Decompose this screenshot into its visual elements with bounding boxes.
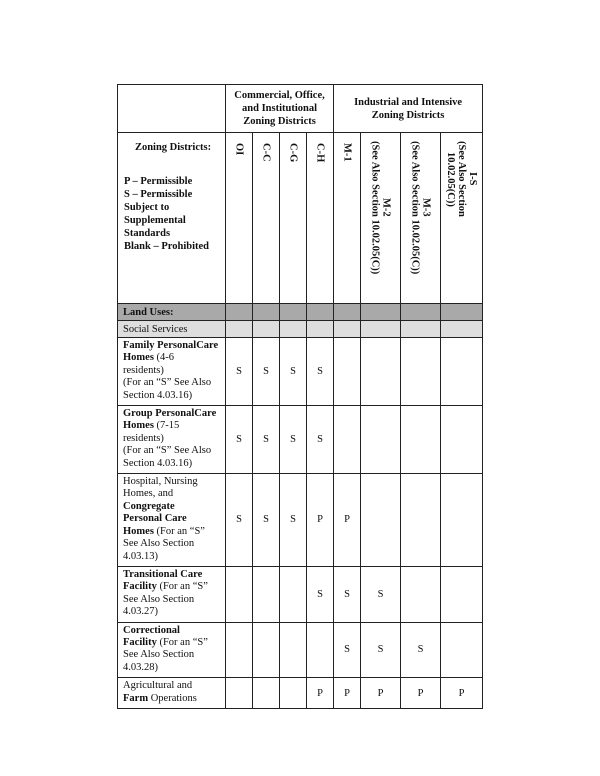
permission-cell-i-s xyxy=(441,338,483,406)
legend-line: Subject to xyxy=(124,202,170,213)
permission-cell-i-s: P xyxy=(441,678,483,709)
use-label xyxy=(118,474,226,567)
district-header-i-s xyxy=(441,133,483,304)
permission-cell-oi xyxy=(226,566,253,622)
use-label-text: 4.03.28) xyxy=(123,661,158,673)
social-services-section-row xyxy=(118,321,483,338)
permission-cell-m-2 xyxy=(361,338,401,406)
section-blank-cell xyxy=(334,321,361,338)
section-blank-cell xyxy=(361,321,401,338)
use-label xyxy=(118,622,226,678)
use-label-text: See Also Section xyxy=(123,538,195,550)
permission-cell-c-h: S xyxy=(307,338,334,406)
use-label-text: (For an “S” xyxy=(156,581,208,593)
use-label-text: (For an “S” See Also xyxy=(123,377,212,389)
permission-cell-m-1: S xyxy=(334,622,361,678)
use-label-text: See Also Section xyxy=(123,593,195,605)
use-label-text: Care Homes xyxy=(123,408,217,432)
permission-cell-c-c: S xyxy=(253,406,280,474)
permission-cell-c-c: S xyxy=(253,338,280,406)
group-header-line: Commercial, Office, xyxy=(234,90,325,101)
permission-cell-c-c: S xyxy=(253,474,280,567)
permission-cell-c-h: S xyxy=(307,566,334,622)
permission-cell-m-2: S xyxy=(361,622,401,678)
use-label-text: See Also Section xyxy=(123,649,195,661)
legend-line: Supplemental xyxy=(124,215,186,226)
district-label: C-C xyxy=(260,143,272,162)
permission-cell-c-h xyxy=(307,622,334,678)
use-label-text: Section 4.03.16) xyxy=(123,389,193,401)
group-header-row xyxy=(118,85,483,133)
use-label-text: Family Personal xyxy=(123,340,197,351)
section-blank-cell xyxy=(253,304,280,321)
permission-cell-m-3 xyxy=(401,338,441,406)
section-blank-cell xyxy=(401,321,441,338)
permission-cell-c-g: S xyxy=(280,406,307,474)
use-label-text: (For an “S” See Also xyxy=(123,445,212,457)
permission-cell-m-3 xyxy=(401,406,441,474)
land-uses-label: Land Uses: xyxy=(118,304,226,321)
use-label-text: Section 4.03.16) xyxy=(123,457,193,469)
permission-cell-c-c xyxy=(253,622,280,678)
permission-cell-m-3 xyxy=(401,566,441,622)
use-label-text: (For an “S” xyxy=(156,636,208,648)
industrial-group-header xyxy=(334,85,483,133)
use-label-text: Transitional Care xyxy=(123,568,203,580)
use-label-text: Agricultural and xyxy=(123,680,193,692)
use-label-text: Hospital, Nursing xyxy=(123,476,198,488)
district-header-m-2 xyxy=(361,133,401,304)
section-blank-cell xyxy=(307,321,334,338)
legend-cell xyxy=(118,133,226,304)
permission-cell-c-c xyxy=(253,566,280,622)
district-label: I-S (See Also Section 10.02.05(C)) xyxy=(445,141,479,217)
group-header-line: Industrial and Intensive xyxy=(354,96,463,108)
section-blank-cell xyxy=(441,321,483,338)
table-row xyxy=(118,678,483,709)
permission-cell-m-2: P xyxy=(361,678,401,709)
commercial-group-header xyxy=(226,85,334,133)
section-blank-cell xyxy=(226,304,253,321)
district-header-oi xyxy=(226,133,253,304)
permission-cell-c-g xyxy=(280,566,307,622)
permission-cell-c-h: P xyxy=(307,474,334,567)
social-services-label: Social Services xyxy=(118,321,226,338)
permission-cell-c-c xyxy=(253,678,280,709)
use-label-text: Personal Care xyxy=(123,513,187,525)
use-label xyxy=(118,566,226,622)
legend-line: S – Permissible xyxy=(124,189,193,200)
permission-cell-c-h: P xyxy=(307,678,334,709)
district-label: C-H xyxy=(314,143,326,163)
zoning-use-table xyxy=(117,84,483,709)
table-row xyxy=(118,338,483,406)
section-blank-cell xyxy=(280,321,307,338)
permission-cell-c-g xyxy=(280,622,307,678)
district-label: M-3 (See Also Section 10.02.05(C)) xyxy=(409,141,432,275)
permission-cell-c-g xyxy=(280,678,307,709)
permission-cell-oi: S xyxy=(226,474,253,567)
district-header-m-3 xyxy=(401,133,441,304)
district-label: M-1 xyxy=(341,143,353,162)
permission-cell-m-2: S xyxy=(361,566,401,622)
legend-line: Standards xyxy=(124,228,171,239)
table-row xyxy=(118,566,483,622)
use-label-text: 4.03.27) xyxy=(123,606,158,618)
section-blank-cell xyxy=(253,321,280,338)
use-label xyxy=(118,338,226,406)
group-header-line: Zoning Districts xyxy=(371,109,445,121)
use-label-text: Group Personal xyxy=(123,408,195,420)
use-label-text: Farm xyxy=(123,692,149,704)
permission-cell-oi xyxy=(226,622,253,678)
use-label xyxy=(118,406,226,474)
permission-cell-c-h: S xyxy=(307,406,334,474)
district-label: M-2 (See Also Section 10.02.05(C)) xyxy=(369,141,392,275)
use-label-text: residents) xyxy=(123,432,164,444)
use-label-text: Care Homes xyxy=(123,340,219,364)
permission-cell-m-2 xyxy=(361,406,401,474)
group-header-line: and Institutional xyxy=(242,103,318,114)
permission-cell-i-s xyxy=(441,406,483,474)
permission-cell-c-g: S xyxy=(280,474,307,567)
district-header-c-h xyxy=(307,133,334,304)
use-label-text: Facility xyxy=(123,636,157,648)
permission-cell-m-3 xyxy=(401,474,441,567)
section-blank-cell xyxy=(307,304,334,321)
use-label xyxy=(118,678,226,709)
section-blank-cell xyxy=(361,304,401,321)
use-label-text: residents) xyxy=(123,364,164,376)
legend-line: P – Permissible xyxy=(124,176,193,187)
table-row xyxy=(118,474,483,567)
permission-cell-m-3: P xyxy=(401,678,441,709)
permission-cell-oi: S xyxy=(226,406,253,474)
table-row xyxy=(118,406,483,474)
use-label-text: Correctional xyxy=(123,624,180,636)
permission-cell-m-3: S xyxy=(401,622,441,678)
permission-cell-i-s xyxy=(441,474,483,567)
use-label-text: (4-6 xyxy=(153,352,175,364)
district-label: C-G xyxy=(287,143,299,163)
land-uses-section-row xyxy=(118,304,483,321)
district-header-c-g xyxy=(280,133,307,304)
use-label-text: (For an “S” xyxy=(153,525,205,537)
permission-cell-oi xyxy=(226,678,253,709)
permission-cell-i-s xyxy=(441,622,483,678)
use-label-text: Homes xyxy=(123,525,154,537)
district-header-m-1 xyxy=(334,133,361,304)
section-blank-cell xyxy=(226,321,253,338)
section-blank-cell xyxy=(280,304,307,321)
use-label-text: 4.03.13) xyxy=(123,550,158,562)
district-header-c-c xyxy=(253,133,280,304)
permission-cell-m-1: P xyxy=(334,474,361,567)
section-blank-cell xyxy=(401,304,441,321)
section-blank-cell xyxy=(441,304,483,321)
permission-cell-m-1 xyxy=(334,406,361,474)
use-label-text: Homes, and xyxy=(123,488,174,500)
district-header-row xyxy=(118,133,483,304)
use-label-text: Operations xyxy=(148,692,197,704)
use-label-text: (7-15 xyxy=(153,420,180,432)
group-header-line: Zoning Districts xyxy=(243,116,316,127)
permission-cell-m-1: P xyxy=(334,678,361,709)
section-blank-cell xyxy=(334,304,361,321)
legend-title: Zoning Districts: xyxy=(134,142,212,153)
district-label: OI xyxy=(233,143,245,156)
use-label-text: Congregate xyxy=(123,500,175,512)
use-label-text: Facility xyxy=(123,581,157,593)
table-row xyxy=(118,622,483,678)
permission-cell-m-1: S xyxy=(334,566,361,622)
blank-corner-cell xyxy=(118,85,226,133)
permission-cell-m-2 xyxy=(361,474,401,567)
permission-cell-c-g: S xyxy=(280,338,307,406)
permission-cell-m-1 xyxy=(334,338,361,406)
legend-line: Blank – Prohibited xyxy=(124,241,209,252)
permission-cell-oi: S xyxy=(226,338,253,406)
permission-cell-i-s xyxy=(441,566,483,622)
